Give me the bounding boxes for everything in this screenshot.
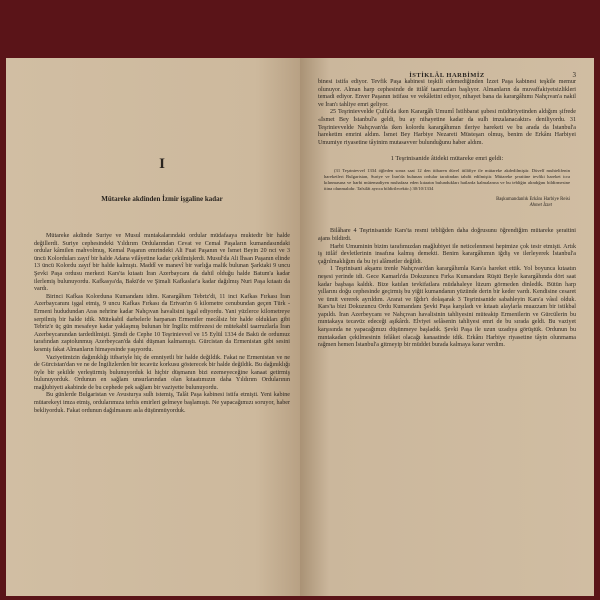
quote-body: (31 Teşrinievvel 1334 öğleden sonra saat 12 den itibaren düvel itilâfiye ile mütareke akdedilmiştir. Düvelî muhtelifenin hareketleri Bulgaristan, Suriye ve İran'da bulunan ordular tarafından tahdit edilmiştir. Mütareke şeraitine tevfiki hareket icra kılınmasına ve harbi mütemadiyen muhafaza eden kıtaatın bulundukları hatlarda kalmalarına ve bu tebliğin alındığını bildirmesine itina olunmalıdır. Tafsilât ayrıca bildirilecektir.) 30/10/1334: [324, 168, 570, 192]
left-paragraph-1: Mütareke akdinde Suriye ve Musul mıntakalarındaki ordular müdafaaya muktedir bir halde değillerdi. Suriye cephesindeki Yıldırım Ordularından Cevat ve Cemal Paşaların kumandasındaki ordular kâmilen mahvolmuş, Kemal Paşanın emrindeki Ali Fuat Paşanın ve İsmet Beyin 20 nci ve 3 üncü Kolorduları zayıf bir halde Adana vilâyetine kadar çekilmişlerdi. Musul'da Ali İhsan Paşanın elinde 13 üncü Kolordu zayıf bir halde kalmıştı. Maddî ve manevî bir varlığa malik bulunan Şarktaki 9 uncu Şevki Paşa ordusu merkezi Kars'ta kıtaatı İran Azerbaycanı da dahil olduğu halde Batum'a kadar ilerlemiş bulunuyordu. Kafkasya'da, Bakü'de ve Şimali Kafkaslar'a kadar dağılmış Nuri Paşa kıtaatı da vardı.: [34, 233, 290, 293]
left-paragraph-4: Bu günlerde Bulgaristan ve Avusturya sulh istemiş, Talât Paşa kabinesi istifa etmişti. Yeni kabine mütarekeyi imza etmiş, ordularımıza terhis emirleri gelmeye başlamıştı. Ne yapacağımızı soruyor, haber bekliyorduk. Fakat ordunun dağılmasını asla düşünmüyorduk.: [34, 392, 290, 414]
right-paragraph-2: 25 Teşrinievvelde Çulfa'da iken Karargâh Umumî İstihbarat şubesi müdüriyetinden aldığım şifrede «İsmet Bey İstanbul'a geldi, bu ay nihayetine kadar da sulh imzalanacaktır» deniliyordu. 31 Teşrinievvelde Nahçıvan'da iken kolordu karargâhımın ileriye hareketi ve bu arada da İstanbul'a hareketim emrini aldım. İsmet Bey Harbiye Nezareti Müsteşarı olmuş, benim de Erkânı Harbiyei Umumiye riyasetine tâyinim mutasavver bulunduğunu haber aldım.: [318, 109, 576, 146]
page-number: 3: [572, 71, 576, 79]
running-head: İSTİKLÂL HARBİMİZ: [409, 72, 485, 79]
right-page: [300, 58, 594, 596]
open-book: [6, 58, 594, 596]
right-paragraph-1: binesi istifa ediyor. Tevfik Paşa kabinesi teşkili edemediğinden İzzet Paşa kabinesi teşkile memur olunuyor. Alman harp cephesinde de itilâf taarruzları başlıyor. Almanların da muvaffakiyetsizlikleri temadi ediyor. Enver Paşanın istifası ve vekâletini ediyor, nihayet bana da karargâhımı Nahçıvan'a nakil ve İran'ı tahliye emri geliyor.: [318, 79, 576, 108]
right-paragraph-5: 1 Teşrinisani akşamı trenle Nahçıvan'dan karargâhımla Kars'a hareket ettik. Yol boyunca kıtaatın neşesi yerinde idi. Gece Kamarlı'da Dokuzuncu Fırka Kumandanı Rüştü Beyle karargâhında dört saat kadar başbaşa kaldık. Bize katılan tevkifatlara müdahaleye lüzum görmeden dinledik. Bütün harp yıllarını doğu cephesinde geçirmiş bu yiğit kumandanın yüzünde derin bir keder vardı. Kendisine cesaret ve ümit vererek ayrıldım. Ararat ve Iğdır'ı dolaşarak 3 Teşrinisanide sabahleyin Kars'a vâsıl olduk. Kars'ta bizi Dokuzuncu Ordu Kumandanı Şevki Paşa karşıladı ve kıtaatı alaylarla muazzam bir istikbal yapıldı. İran Azerbeycanı ve Nahçıvan havalisinin tahliyesini müteakip Ermenilerin ve Gürcülerin bu mıntakaya tecavüz edeceği aşikârdı. Elviyei selâsenin tahliyesi emri de bu sırada geldi. Bu vaziyet karşısında ne yapacağımızı düşünmeye başladık. Şevki Paşa ile uzun uzadıya görüştük. Ordunun bu mıntakadan çekilmesinin felâket olacağı kanaatinde idik. Erkânı Harbiye riyasetine tâyin olunmama rağmen hemen İstanbul'a gitmeyip bir müddet burada kalmaya karar verdim.: [318, 266, 576, 349]
left-page: [6, 58, 300, 596]
quote-title: 1 Teşrinisanide âtideki mütareke emri geldi:: [390, 155, 504, 163]
left-paragraph-2: Birinci Kafkas Kolorduna Kumandanı idim. Karargâhım Tebriz'di, 11 inci Kafkas Fırkası İran Azerbaycanını işgal etmiş, 9 uncu Kafkas Fırkası da Erivan'ın 6 kilometre cenubundan geçen Türk - Ermeni hududundan Aras nehrine kadar Nahçıvan havalisini işgal ediyordu. Yani yüzlerce kilometreye serpilmiş bir halde idik. Mütekabil darbelerle harpanan Ermeniler mecâlsiz bir halde oldukları gibi Tebriz'e üç gün mesafeye kadar yaklaşmış bulunan bir İngiliz müfrezesi de mütekabil taarruzlarla İran Azerbeycanından tardedilmişti. Şimdi de Cephe 10 Teşrinievvel ve 15 Eylül 1334 de Bakü de ordumuz tarafından zaptolunmuş Azerbeycan'da dahi düşman kalmamıştı. Gürcistan da Ermenistan gibi sesini kesmiş fakat Almanların himayesinde yaşıyordu.: [34, 293, 290, 353]
signature-name: Ahmet İzzet: [529, 203, 552, 209]
right-paragraph-3: Bilâhare 4 Teşrinisanide Kars'ta resmi tebliğden daha doğrusunu öğrendiğim mütareke şeraitini ajans bildirdi.: [318, 228, 576, 242]
chapter-subtitle: Mütareke akdinden İzmir işgaline kadar: [101, 195, 223, 203]
right-paragraph-4: Harbi Umuminin bizim tarafımızdan mağlubiyet ile neticelenmesi hepimize çok tesir etmişti. Artık iş itilâf devletlerinin insafına kalmış demekti. Benim karargâhımın iğdiş ve ilerleyerek İstanbul'a çağrılmaklığım da bu iyi alâmetler değildi.: [318, 243, 576, 265]
left-paragraph-3: Vaziyetimizin dağınıklığı itibariyle hiç de emniyetli bir halde değildik. Fakat ne Ermenistan ve ne de Gürcistan'dan ve ne de İngilizlerden bir tecavüz korkusu gösterecek bir halde değildik. Bu dağınıklığı öyle bir şekilde yerleştirmiş bulunuyorduk ki hiçbir düşmanın bizi ezemeyeceğine kanaat getirmiş bulunuyorduk. Ordunun en sağlam unsurlarından olan kıtaatımızın daha Yıldırım Ordularının mağlubiyeti akabinde de bu cephede pek sağlam bir vaziyette bulunuyordu.: [34, 354, 290, 391]
signature-title: Başkumandanlık Erkânı Harbiye Reisi: [496, 197, 570, 203]
chapter-number: I: [159, 156, 165, 172]
